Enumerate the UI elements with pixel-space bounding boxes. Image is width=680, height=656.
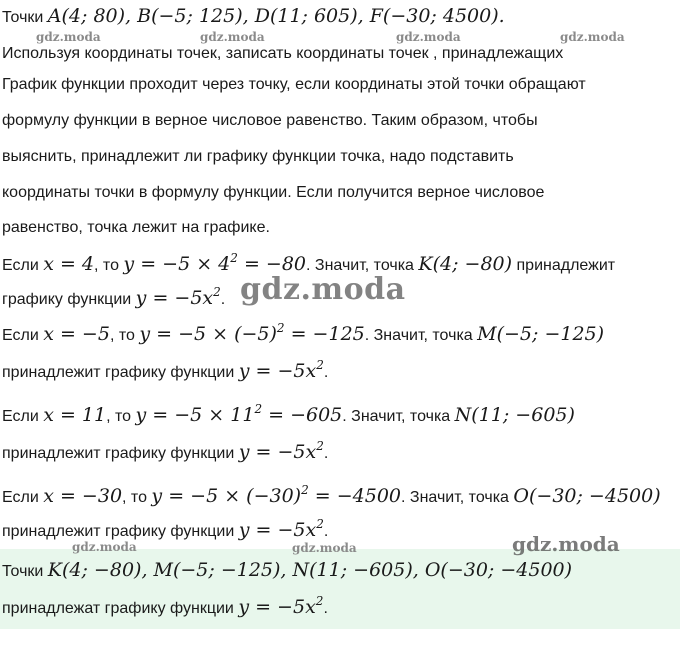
text-then: , то <box>109 327 135 344</box>
text-then: , то <box>94 257 119 274</box>
case-4-line-2 <box>2 519 328 543</box>
intro-line: формулу функции в верное числовое равенство. Таким образом, чтобы <box>2 112 538 129</box>
case-2-line-1 <box>2 323 604 347</box>
intro-line: выяснить, принадлежит ли графику функции точка, надо подставить <box>2 148 514 165</box>
case-2-line-2 <box>2 360 328 384</box>
text-then: , то <box>122 489 147 506</box>
case-1-point: K(4; −80) <box>418 253 513 275</box>
case-4-line-1 <box>2 485 661 509</box>
watermark-small: gdz.moda <box>396 30 461 44</box>
end-dot: . <box>323 364 329 381</box>
text-belongs: принадлежит графику функции <box>2 523 235 540</box>
points-header <box>2 5 505 29</box>
case-4-calculation: $y = -5 \times (-30)^2 = -4500$ <box>151 483 402 507</box>
answer-line-2 <box>2 596 328 620</box>
end-dot: . <box>220 291 226 308</box>
header-prefix: Точки <box>2 9 44 26</box>
end-dot: . <box>323 523 329 540</box>
text-graph: графику функции <box>2 291 132 308</box>
text-belongs: принадлежит <box>516 257 616 274</box>
answer-function: $y = -5x^2$ <box>238 594 324 618</box>
text-means: . Значит, точка <box>401 489 509 506</box>
end-dot: . <box>323 600 328 617</box>
watermark-large: gdz.moda <box>240 272 406 307</box>
case-3-function: $y = -5x^2$ <box>238 439 324 463</box>
text-if: Если <box>2 257 39 274</box>
text-belongs: принадлежит графику функции <box>2 364 235 381</box>
case-2-condition: x = −5 <box>43 323 110 345</box>
answer-points: K(4; −80), M(−5; −125), N(11; −605), O(−30; −4500) <box>47 559 573 581</box>
header-points: A(4; 80), B(−5; 125), D(11; 605), F(−30; 4500). <box>47 5 505 27</box>
watermark-small: gdz.moda <box>560 30 625 44</box>
text-means: . Значит, точка <box>342 408 451 425</box>
case-3-calculation: $y = -5 \times 11^2 = -605$ <box>135 402 343 426</box>
text-belongs: принадлежит графику функции <box>2 445 235 462</box>
case-4-function: $y = -5x^2$ <box>238 517 324 541</box>
case-3-condition: x = 11 <box>43 404 107 426</box>
intro-line: равенство, точка лежит на графике. <box>2 219 270 236</box>
case-3-line-1 <box>2 404 575 428</box>
text-if: Если <box>2 327 39 344</box>
watermark-small: gdz.moda <box>36 30 101 44</box>
text-means: . Значит, точка <box>306 257 414 274</box>
watermark-small: gdz.moda <box>292 541 357 555</box>
answer-line-1 <box>2 559 572 583</box>
case-4-condition: x = −30 <box>43 485 123 507</box>
end-dot: . <box>323 445 329 462</box>
case-2-calculation: $y = -5 \times (-5)^2 = -125$ <box>139 321 365 345</box>
case-3-line-2 <box>2 441 328 465</box>
intro-line: Используя координаты точек, записать координаты точек , принадлежащих <box>2 45 564 62</box>
text-then: , то <box>106 408 132 425</box>
watermark-medium: gdz.moda <box>512 532 620 556</box>
text-if: Если <box>2 408 39 425</box>
case-3-point: N(11; −605) <box>454 404 575 426</box>
case-1-condition: x = 4 <box>43 253 95 275</box>
case-4-point: O(−30; −4500) <box>513 485 661 507</box>
answer-belong-text: принадлежат графику функции <box>2 600 234 617</box>
intro-line: График функции проходит через точку, если координаты этой точки обращают <box>2 76 586 93</box>
watermark-small: gdz.moda <box>200 30 265 44</box>
watermark-small: gdz.moda <box>72 540 137 554</box>
answer-prefix: Точки <box>2 563 44 580</box>
case-2-function: $y = -5x^2$ <box>238 358 324 382</box>
text-if: Если <box>2 489 39 506</box>
text-means: . Значит, точка <box>364 327 473 344</box>
intro-line: координаты точки в формулу функции. Если получится верное числовое <box>2 184 545 201</box>
case-1-calculation: $y = -5 \times 4^2 = -80$ <box>123 251 307 275</box>
case-1-function: $y = -5x^2$ <box>135 285 221 309</box>
case-2-point: M(−5; −125) <box>477 323 605 345</box>
case-1-line-2 <box>2 287 225 311</box>
